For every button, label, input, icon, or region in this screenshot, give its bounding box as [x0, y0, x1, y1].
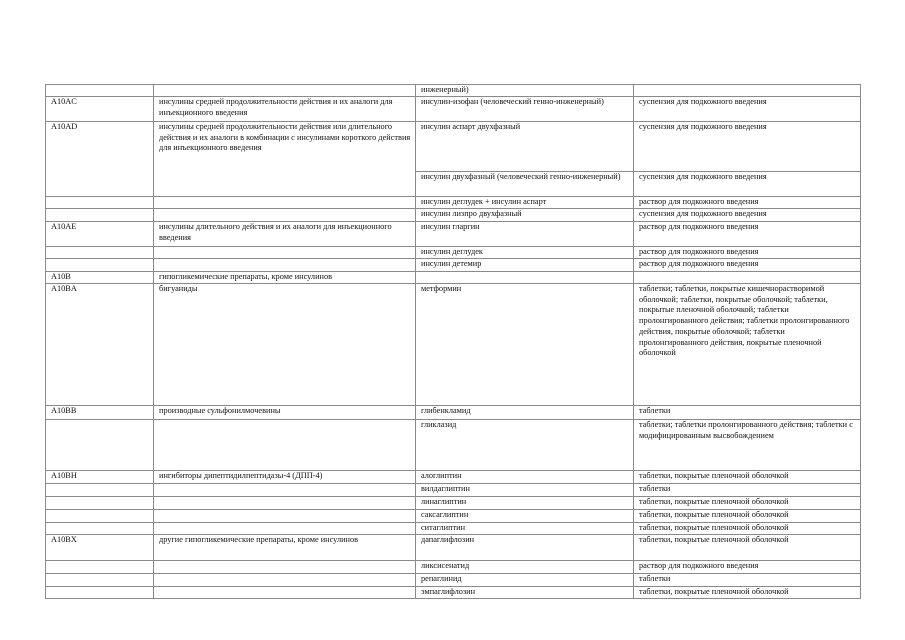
dosage-form-cell: раствор для подкожного введения — [634, 247, 861, 259]
atc-code-cell: A10BX — [46, 535, 154, 561]
drug-name-cell: инженерный) — [416, 85, 634, 97]
drug-name-cell: инсулин деглудек — [416, 247, 634, 259]
dosage-form-cell: таблетки, покрытые пленочной оболочкой — [634, 535, 861, 561]
atc-code-cell: A10BH — [46, 471, 154, 484]
drug-name-cell: глибенкламид — [416, 406, 634, 420]
dosage-form-cell: таблетки, покрытые пленочной оболочкой — [634, 497, 861, 510]
pharmacological-group-cell — [154, 209, 416, 222]
pharmacological-group-cell — [154, 510, 416, 523]
drug-name-cell: метформин — [416, 284, 634, 406]
drug-name-cell: инсулин аспарт двухфазный — [416, 122, 634, 172]
table-row — [46, 197, 861, 209]
table-row — [46, 284, 861, 406]
dosage-form-cell: таблетки; таблетки, покрытые кишечнорастворимой оболочкой; таблетки, покрытые оболочкой; таблетки, покрытые пленочной оболочкой; таблетки пролонгированного действия; таблетки пролонгированного действия, покрытые оболочкой; таблетки пролонгированного действия, покрытые пленочной оболочкой — [634, 284, 861, 406]
table-row — [46, 222, 861, 247]
pharmacological-group-cell — [154, 484, 416, 497]
drug-name-cell: ситаглиптин — [416, 523, 634, 535]
pharmacological-group-cell — [154, 497, 416, 510]
table-row — [46, 406, 861, 420]
dosage-form-cell — [634, 272, 861, 284]
atc-code-cell: A10AC — [46, 97, 154, 122]
pharmacological-group-cell: гипогликемические препараты, кроме инсулинов — [154, 272, 416, 284]
dosage-form-cell: раствор для подкожного введения — [634, 561, 861, 574]
table-body — [46, 85, 861, 599]
pharmacological-group-cell — [154, 259, 416, 272]
pharmacological-group-cell — [154, 197, 416, 209]
drug-name-cell: ликсисенатид — [416, 561, 634, 574]
drug-name-cell — [416, 272, 634, 284]
atc-code-cell — [46, 420, 154, 471]
table-row — [46, 510, 861, 523]
drug-classification-table — [45, 84, 861, 599]
drug-name-cell: инсулин деглудек + инсулин аспарт — [416, 197, 634, 209]
atc-code-cell — [46, 574, 154, 587]
table-row — [46, 523, 861, 535]
drug-name-cell: репаглинид — [416, 574, 634, 587]
pharmacological-group-cell: другие гипогликемические препараты, кроме инсулинов — [154, 535, 416, 561]
drug-name-cell: алоглиптин — [416, 471, 634, 484]
table-row — [46, 259, 861, 272]
table-row — [46, 85, 861, 97]
dosage-form-cell: раствор для подкожного введения — [634, 222, 861, 247]
drug-name-cell: инсулин детемир — [416, 259, 634, 272]
pharmacological-group-cell — [154, 587, 416, 599]
atc-code-cell — [46, 209, 154, 222]
atc-code-cell — [46, 259, 154, 272]
atc-code-cell — [46, 197, 154, 209]
dosage-form-cell: суспензия для подкожного введения — [634, 172, 861, 197]
table-row — [46, 497, 861, 510]
dosage-form-cell: раствор для подкожного введения — [634, 197, 861, 209]
pharmacological-group-cell: инсулины средней продолжительности действия и их аналоги для инъекционного введения — [154, 97, 416, 122]
table-row — [46, 122, 861, 172]
atc-code-cell — [46, 247, 154, 259]
table-row — [46, 484, 861, 497]
pharmacological-group-cell — [154, 574, 416, 587]
table-row — [46, 97, 861, 122]
dosage-form-cell: таблетки, покрытые пленочной оболочкой — [634, 523, 861, 535]
drug-name-cell: дапаглифлозин — [416, 535, 634, 561]
atc-code-cell: A10B — [46, 272, 154, 284]
table-row — [46, 172, 861, 197]
dosage-form-cell: таблетки — [634, 484, 861, 497]
atc-code-cell — [46, 85, 154, 97]
pharmacological-group-cell: бигуаниды — [154, 284, 416, 406]
drug-name-cell: гликлазид — [416, 420, 634, 471]
dosage-form-cell: таблетки; таблетки пролонгированного действия; таблетки с модифицированным высвобождением — [634, 420, 861, 471]
table-row — [46, 471, 861, 484]
drug-name-cell: линаглиптин — [416, 497, 634, 510]
atc-code-cell: A10BA — [46, 284, 154, 406]
atc-code-cell: A10AD — [46, 122, 154, 172]
drug-name-cell: инсулин двухфазный (человеческий генно-инженерный) — [416, 172, 634, 197]
pharmacological-group-cell: инсулины длительного действия и их аналоги для инъекционного введения — [154, 222, 416, 247]
dosage-form-cell: раствор для подкожного введения — [634, 259, 861, 272]
table-row — [46, 209, 861, 222]
drug-name-cell: эмпаглифлозин — [416, 587, 634, 599]
atc-code-cell — [46, 510, 154, 523]
dosage-form-cell: суспензия для подкожного введения — [634, 209, 861, 222]
pharmacological-group-cell — [154, 523, 416, 535]
table-row — [46, 561, 861, 574]
pharmacological-group-cell: ингибиторы дипептидилпептидазы-4 (ДПП-4) — [154, 471, 416, 484]
dosage-form-cell: таблетки, покрытые пленочной оболочкой — [634, 587, 861, 599]
drug-name-cell: саксаглиптин — [416, 510, 634, 523]
atc-code-cell — [46, 523, 154, 535]
dosage-form-cell: таблетки, покрытые пленочной оболочкой — [634, 510, 861, 523]
atc-code-cell: A10BB — [46, 406, 154, 420]
atc-code-cell — [46, 172, 154, 197]
atc-code-cell — [46, 497, 154, 510]
pharmacological-group-cell: производные сульфонилмочевины — [154, 406, 416, 420]
drug-name-cell: инсулин лизпро двухфазный — [416, 209, 634, 222]
dosage-form-cell: суспензия для подкожного введения — [634, 97, 861, 122]
dosage-form-cell: таблетки, покрытые пленочной оболочкой — [634, 471, 861, 484]
dosage-form-cell — [634, 85, 861, 97]
dosage-form-cell: таблетки — [634, 574, 861, 587]
pharmacological-group-cell — [154, 172, 416, 197]
atc-code-cell: A10AE — [46, 222, 154, 247]
drug-name-cell: вилдаглиптин — [416, 484, 634, 497]
table-row — [46, 272, 861, 284]
atc-code-cell — [46, 587, 154, 599]
dosage-form-cell: суспензия для подкожного введения — [634, 122, 861, 172]
atc-code-cell — [46, 484, 154, 497]
table-row — [46, 420, 861, 471]
drug-name-cell: инсулин гларгин — [416, 222, 634, 247]
drug-name-cell: инсулин-изофан (человеческий генно-инженерный) — [416, 97, 634, 122]
dosage-form-cell: таблетки — [634, 406, 861, 420]
pharmacological-group-cell — [154, 561, 416, 574]
table-row — [46, 535, 861, 561]
table-row — [46, 574, 861, 587]
table-row — [46, 587, 861, 599]
pharmacological-group-cell — [154, 85, 416, 97]
atc-code-cell — [46, 561, 154, 574]
pharmacological-group-cell: инсулины средней продолжительности действия или длительного действия и их аналоги в комбинации с инсулинами короткого действия для инъекционного введения — [154, 122, 416, 172]
pharmacological-group-cell — [154, 247, 416, 259]
pharmacological-group-cell — [154, 420, 416, 471]
table-row — [46, 247, 861, 259]
